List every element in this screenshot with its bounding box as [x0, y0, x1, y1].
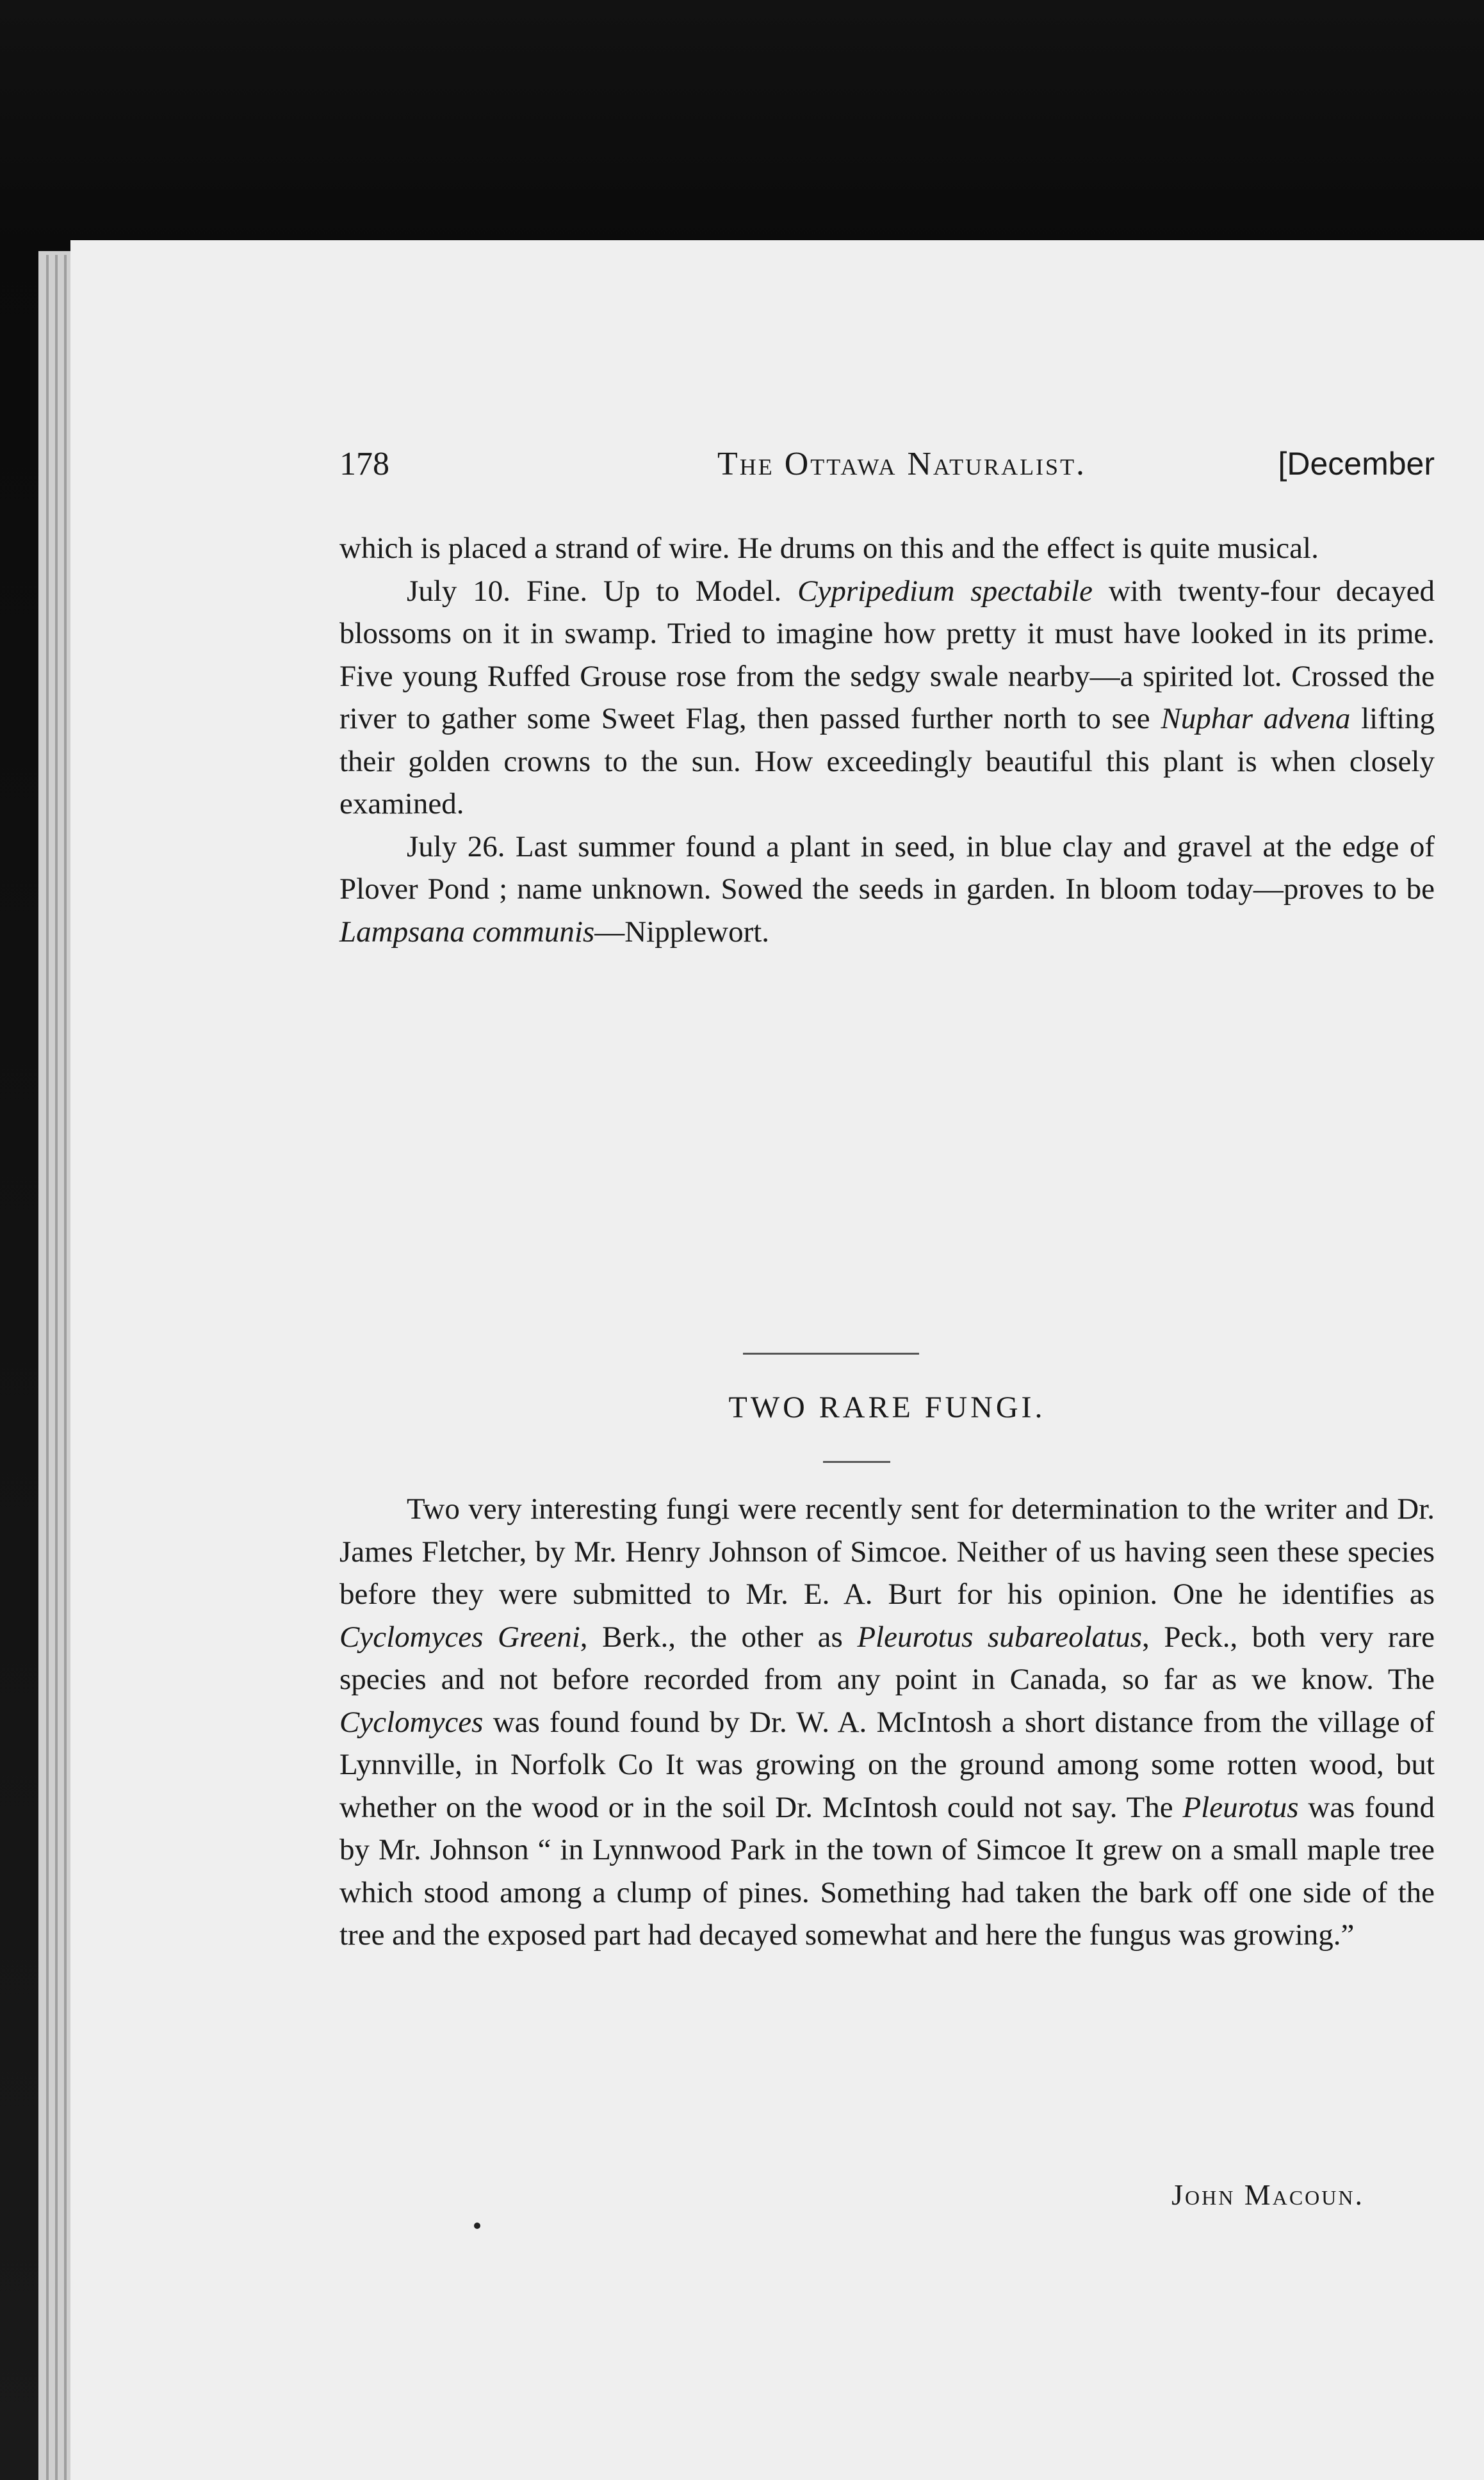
- page-number: 178: [339, 446, 389, 482]
- article-paragraph: [339, 1488, 1435, 1957]
- article-body: [339, 1488, 1435, 1957]
- title-underline: [823, 1461, 890, 1463]
- author-signature: John Macoun.: [1171, 2178, 1364, 2211]
- page-edge-line: [64, 255, 67, 2480]
- species-name: Cyclomyces: [339, 1705, 484, 1739]
- entry-text: with twenty-four decayed blossoms on it in swamp. Tried to imagine how pretty it must have looked in its prime. Five young Ruffed Grouse rose from the sedgy swale nearby—a spirited lot. Crossed the river to gather some Sweet Flag, then passed further north to see: [339, 574, 1435, 735]
- species-name: Pleurotus: [1182, 1790, 1299, 1824]
- species-name: Cypripedium spectabile: [797, 574, 1093, 608]
- book-page: [70, 240, 1484, 2480]
- entry-text: —Nipplewort.: [594, 915, 770, 949]
- print-speck: [474, 2223, 480, 2229]
- article-text: was found by Mr. Johnson “ in Lynnwood Park in the town of Simcoe It grew on a small maple tree which stood among a clump of pines. Something had taken the bark off one side of the tree and the exposed part had decayed somewhat and here the fungus was growing.”: [339, 1790, 1435, 1952]
- article-text: was found found by Dr. W. A. McIntosh a short distance from the village of Lynnville, in Norfolk Co It was growing on the ground among some rotten wood, but whether on the wood or in the soil Dr. McIntosh could not say. The: [339, 1705, 1435, 1824]
- entry-text: Last summer found a plant in seed, in blue clay and gravel at the edge of Plover Pond ; name unknown. Sowed the seeds in garden. In bloom today—proves to be: [339, 829, 1435, 906]
- article-text: , Peck., both very rare species and not before recorded from any point in Canada, so far as we know. The: [339, 1620, 1435, 1696]
- diary-section: [339, 527, 1435, 953]
- page-edge-line: [46, 255, 49, 2480]
- page-edge-line: [55, 255, 58, 2480]
- entry-date: July 10.: [407, 574, 510, 608]
- article-text: , Berk., the other as: [580, 1620, 858, 1654]
- article-text: Two very interesting fungi were recently sent for determination to the writer and Dr. James Fletcher, by Mr. Henry Johnson of Simcoe. Neither of us having seen these species before they were submitted to Mr. E. A. Burt for his opinion. One he identifies as: [339, 1492, 1435, 1611]
- article-title: TWO RARE FUNGI.: [728, 1391, 1046, 1424]
- issue-month: [December: [1278, 446, 1435, 482]
- species-name: Lampsana communis: [339, 915, 595, 949]
- diary-entry-july-26: [339, 826, 1435, 954]
- journal-title: The Ottawa Naturalist.: [717, 446, 1087, 482]
- species-name: Pleurotus subareolatus: [857, 1620, 1143, 1654]
- diary-entry-july-10: [339, 570, 1435, 826]
- entry-date: July 26.: [407, 829, 505, 863]
- entry-text: Fine. Up to Model.: [510, 574, 798, 608]
- species-name: Nuphar advena: [1161, 702, 1351, 735]
- diary-continuation: which is placed a strand of wire. He drums on this and the effect is quite musical.: [339, 532, 1319, 565]
- running-header: [339, 445, 1435, 503]
- entry-text: lifting their golden crowns to the sun. How exceedingly beautiful this plant is when closely examined.: [339, 702, 1435, 820]
- section-divider: [743, 1353, 919, 1355]
- species-name: Cyclomyces Greeni: [339, 1620, 580, 1654]
